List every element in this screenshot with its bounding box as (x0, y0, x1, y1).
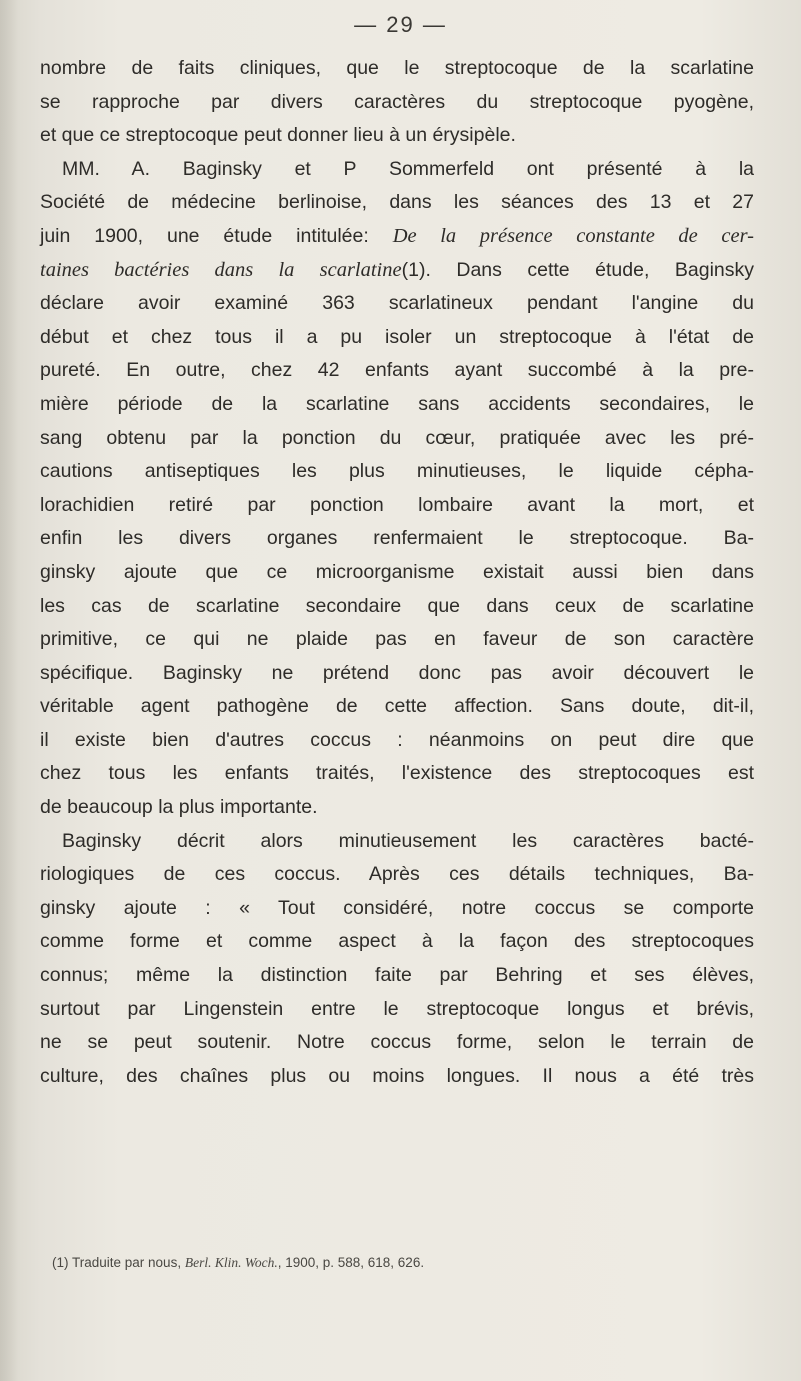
text-line: Baginsky décrit alors minutieusement les caractères bacté- (62, 829, 754, 852)
text-line: sang obtenu par la ponction du cœur, pratiquée avec les pré- (40, 426, 754, 449)
cited-title: taines bactéries dans la scarlatine (40, 258, 402, 281)
text-line: début et chez tous il a pu isoler un streptocoque à l'état de (40, 325, 754, 348)
text-run: (1). Dans cette étude, Baginsky (401, 258, 754, 281)
text-line: de beaucoup la plus importante. (40, 796, 318, 819)
text-line: ginsky ajoute que ce microorganisme existait aussi bien dans (40, 560, 754, 583)
text-line: spécifique. Baginsky ne prétend donc pas avoir découvert le (40, 661, 754, 684)
text-line: culture, des chaînes plus ou moins longues. Il nous a été très (40, 1064, 754, 1087)
text-line: Société de médecine berlinoise, dans les séances des 13 et 27 (40, 191, 754, 214)
text-line (40, 254, 754, 288)
page-number: — 29 — (354, 12, 447, 37)
text-line: riologiques de ces coccus. Après ces détails techniques, Ba- (40, 863, 754, 886)
footnote-prefix: (1) Traduite par nous, (52, 1255, 185, 1270)
text-line: il existe bien d'autres coccus : néanmoins on peut dire que (40, 728, 754, 751)
footnote-suffix: , 1900, p. 588, 618, 626. (277, 1255, 425, 1270)
text-line: mière période de la scarlatine sans accidents secondaires, le (40, 392, 754, 415)
text-line: cautions antiseptiques les plus minutieuses, le liquide cépha- (40, 460, 754, 483)
cited-title: De la présence constante de cer- (392, 224, 754, 247)
text-line: connus; même la distinction faite par Behring et ses élèves, (40, 964, 754, 987)
text-line: primitive, ce qui ne plaide pas en faveur de son caractère (40, 628, 754, 651)
text-line: lorachidien retiré par ponction lombaire avant la mort, et (40, 493, 754, 516)
text-line: surtout par Lingenstein entre le streptocoque longus et brévis, (40, 997, 754, 1020)
text-line: déclare avoir examiné 363 scarlatineux pendant l'angine du (40, 292, 754, 315)
text-line: ne se peut soutenir. Notre coccus forme, selon le terrain de (40, 1031, 754, 1054)
text-line: chez tous les enfants traités, l'existence des streptocoques est (40, 762, 754, 785)
page-gutter-shadow (0, 0, 18, 1381)
text-line: les cas de scarlatine secondaire que dans ceux de scarlatine (40, 594, 754, 617)
text-line: pureté. En outre, chez 42 enfants ayant succombé à la pre- (40, 359, 754, 382)
footnote (52, 1255, 424, 1271)
text-line: ginsky ajoute : « Tout considéré, notre coccus se comporte (40, 896, 754, 919)
body-text (40, 52, 754, 1093)
text-line: nombre de faits cliniques, que le streptocoque de la scarlatine (40, 57, 754, 79)
text-line: enfin les divers organes renfermaient le streptocoque. Ba- (40, 527, 754, 550)
text-line: et que ce streptocoque peut donner lieu à un érysipèle. (40, 124, 516, 147)
text-line: véritable agent pathogène de cette affection. Sans doute, dit-il, (40, 695, 754, 718)
text-line (40, 220, 754, 254)
text-line: se rapproche par divers caractères du streptocoque pyogène, (40, 90, 754, 113)
footnote-journal: Berl. Klin. Woch. (184, 1255, 278, 1270)
text-line: MM. A. Baginsky et P Sommerfeld ont présenté à la (62, 157, 754, 180)
text-run: juin 1900, une étude intitulée: (40, 224, 393, 247)
text-line: comme forme et comme aspect à la façon des streptocoques (40, 930, 754, 953)
